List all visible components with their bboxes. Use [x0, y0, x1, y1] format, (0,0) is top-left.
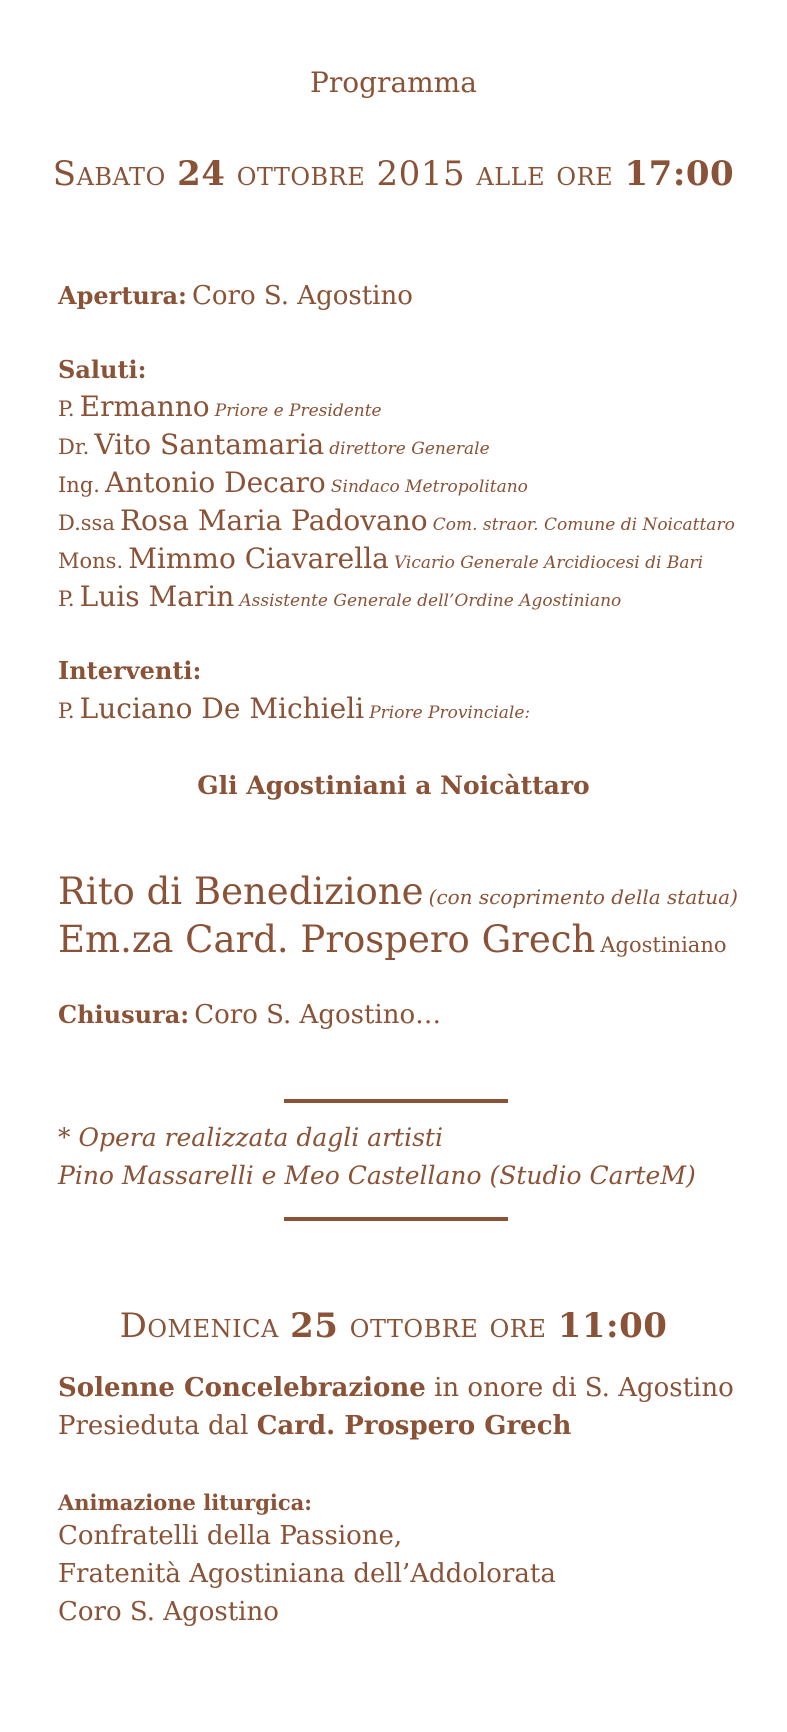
rito-officiant-line — [58, 918, 727, 961]
interventi-topic: Gli Agostiniani a Noicàttaro — [197, 771, 590, 800]
interventi-role: Priore Provinciale: — [369, 703, 531, 723]
day1-month-year: ottobre 2015 — [236, 154, 466, 194]
day1-time: 17:00 — [624, 154, 735, 194]
saluti-role: Vicario Generale Arcidiocesi di Bari — [393, 553, 704, 573]
saluti-role: Com. straor. Comune di Noicattaro — [432, 515, 735, 535]
interventi-name: Luciano De Michieli — [79, 692, 365, 725]
day2-at: ore — [489, 1306, 547, 1346]
saluti-person-5 — [58, 542, 703, 575]
saluti-name: Luis Marin — [79, 580, 235, 613]
interventi-person — [58, 692, 530, 725]
animazione-line-1: Confratelli della Passione, — [58, 1521, 403, 1551]
saluti-name: Vito Santamaria — [94, 428, 325, 461]
saluti-role: Assistente Generale dell’Ordine Agostiniano — [239, 591, 622, 611]
day2-time: 11:00 — [557, 1306, 668, 1346]
rito-officiant: Em.za Card. Prospero Grech — [58, 918, 596, 961]
animazione-line-3: Coro S. Agostino — [58, 1597, 279, 1627]
chiusura-line — [58, 1000, 441, 1030]
saluti-person-6 — [58, 580, 621, 613]
saluti-name: Rosa Maria Padovano — [119, 504, 428, 537]
apertura-text: Coro S. Agostino — [192, 281, 413, 311]
saluti-prefix: Ing. — [58, 473, 100, 497]
day2-day: 25 — [290, 1306, 339, 1346]
mass-line-2 — [58, 1411, 571, 1441]
apertura-label: Apertura: — [58, 281, 187, 310]
saluti-person-1 — [58, 390, 382, 423]
saluti-role: Sindaco Metropolitano — [330, 477, 528, 497]
mass-line-1 — [58, 1373, 734, 1403]
chiusura-label: Chiusura: — [58, 1000, 190, 1029]
saluti-prefix: D.ssa — [58, 511, 115, 535]
day2-weekday: Domenica — [119, 1306, 279, 1346]
interventi-prefix: P. — [58, 699, 75, 723]
program-title: Programma — [310, 66, 477, 99]
chiusura-text: Coro S. Agostino… — [194, 1000, 442, 1030]
saluti-prefix: Dr. — [58, 435, 90, 459]
day1-heading — [0, 154, 787, 194]
saluti-prefix: Mons. — [58, 549, 124, 573]
saluti-name: Ermanno — [79, 390, 210, 423]
saluti-name: Antonio Decaro — [105, 466, 326, 499]
day1-weekday: Sabato — [52, 154, 166, 194]
saluti-person-4 — [58, 504, 735, 537]
day2-heading — [0, 1306, 787, 1346]
day2-month: ottobre — [349, 1306, 479, 1346]
rito-officiant-role: Agostiniano — [600, 933, 727, 957]
mass-bold-2: Card. Prospero Grech — [256, 1411, 572, 1441]
apertura-line — [58, 281, 413, 311]
animazione-line-2: Fratenità Agostiniana dell’Addolorata — [58, 1559, 556, 1589]
rito-line — [58, 870, 738, 913]
interventi-label: Interventi: — [58, 656, 202, 685]
saluti-label: Saluti: — [58, 355, 147, 384]
mass-text-2: Presieduta dal — [58, 1411, 249, 1441]
saluti-prefix: P. — [58, 397, 75, 421]
rito-title: Rito di Benedizione — [58, 870, 424, 913]
day1-day: 24 — [177, 154, 226, 194]
day1-at: alle ore — [476, 154, 614, 194]
saluti-role: Priore e Presidente — [214, 401, 382, 421]
mass-rest-1: in onore di S. Agostino — [434, 1373, 734, 1403]
saluti-role: direttore Generale — [329, 439, 490, 459]
credit-line-1: * Opera realizzata dagli artisti — [58, 1123, 443, 1152]
credit-line-2: Pino Massarelli e Meo Castellano (Studio CarteM) — [58, 1161, 696, 1190]
saluti-prefix: P. — [58, 587, 75, 611]
saluti-person-3 — [58, 466, 528, 499]
saluti-name: Mimmo Ciavarella — [128, 542, 389, 575]
divider-top — [284, 1099, 508, 1103]
saluti-person-2 — [58, 428, 490, 461]
divider-bottom — [284, 1217, 508, 1221]
animazione-label: Animazione liturgica: — [58, 1490, 313, 1515]
mass-bold-1: Solenne Concelebrazione — [58, 1373, 426, 1403]
rito-note: (con scoprimento della statua) — [428, 885, 738, 909]
